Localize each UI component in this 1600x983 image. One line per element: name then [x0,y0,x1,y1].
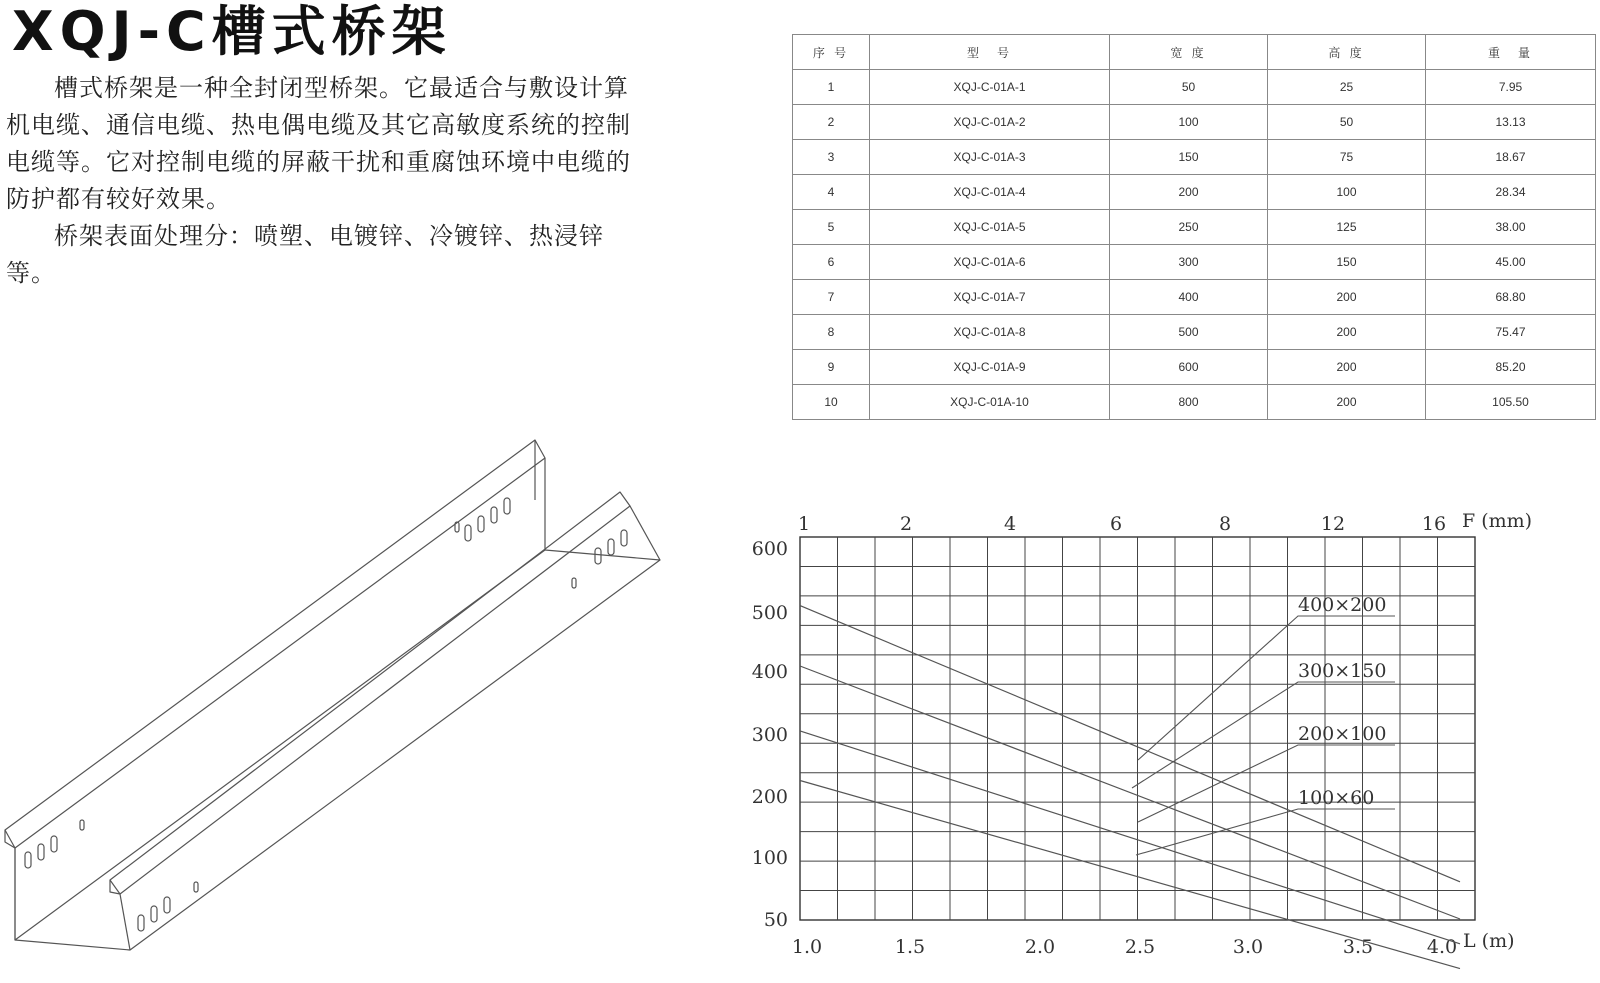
cell-index: 2 [793,105,870,140]
cell-model: XQJ-C-01A-6 [870,245,1110,280]
cell-width: 600 [1110,350,1268,385]
cell-model: XQJ-C-01A-7 [870,280,1110,315]
cell-width: 400 [1110,280,1268,315]
cell-model: XQJ-C-01A-2 [870,105,1110,140]
cell-weight: 18.67 [1426,140,1596,175]
cell-model: XQJ-C-01A-4 [870,175,1110,210]
cell-index: 10 [793,385,870,420]
cell-weight: 68.80 [1426,280,1596,315]
cell-width: 500 [1110,315,1268,350]
top-tick-label: 6 [1109,513,1123,535]
top-tick-label: 2 [899,513,913,535]
spec-table [792,34,1596,420]
cell-height: 200 [1268,385,1426,420]
cell-index: 9 [793,350,870,385]
cell-index: 3 [793,140,870,175]
x-tick-label: 3.0 [1232,936,1264,958]
cell-height: 125 [1268,210,1426,245]
table-row [793,385,1596,420]
table-row [793,280,1596,315]
header-width: 宽 度 [1110,35,1268,70]
x-tick-label: 2.0 [1024,936,1056,958]
table-row [793,245,1596,280]
table-row [793,140,1596,175]
top-tick-label: 4 [1003,513,1017,535]
cell-width: 250 [1110,210,1268,245]
cell-width: 800 [1110,385,1268,420]
table-row [793,105,1596,140]
x-tick-label: 4.0 [1426,936,1458,958]
cell-index: 8 [793,315,870,350]
cell-index: 5 [793,210,870,245]
top-tick-label: 1 [797,513,811,535]
cell-index: 7 [793,280,870,315]
cell-index: 4 [793,175,870,210]
table-row [793,70,1596,105]
cell-height: 200 [1268,280,1426,315]
description-paragraph-1 [6,70,634,218]
cell-height: 50 [1268,105,1426,140]
x-tick-label: 3.5 [1342,936,1374,958]
description-text-2: 桥架表面处理分：喷塑、电镀锌、冷镀锌、热浸锌等。 [6,222,604,287]
table-row [793,315,1596,350]
table-row [793,210,1596,245]
x-unit-label: L (m) [1463,930,1515,952]
description-text-1: 槽式桥架是一种全封闭型桥架。它最适合与敷设计算机电缆、通信电缆、热电偶电缆及其它高敏度系统的控制电缆等。它对控制电缆的屏蔽干扰和重腐蚀环境中电缆的防护都有较好效果。 [6,74,631,213]
series-label: 400×200 [1298,594,1387,616]
cell-weight: 7.95 [1426,70,1596,105]
x-tick-label: 2.5 [1124,936,1156,958]
cell-width: 100 [1110,105,1268,140]
x-tick-label: 1.0 [791,936,823,958]
cell-height: 100 [1268,175,1426,210]
spec-table-body [793,70,1596,420]
cell-model: XQJ-C-01A-3 [870,140,1110,175]
y-tick-label: 300 [751,724,788,746]
cell-weight: 38.00 [1426,210,1596,245]
cell-weight: 105.50 [1426,385,1596,420]
cell-model: XQJ-C-01A-10 [870,385,1110,420]
table-row [793,350,1596,385]
top-axis-ticks [798,513,1446,535]
series-label: 300×150 [1298,660,1387,682]
chart-series [800,594,1460,969]
cell-height: 150 [1268,245,1426,280]
description-paragraph-2 [6,218,634,292]
top-unit-label: F (mm) [1462,510,1533,532]
cell-width: 150 [1110,140,1268,175]
top-tick-label: 12 [1320,513,1346,535]
cell-height: 200 [1268,350,1426,385]
y-axis-ticks [752,538,788,931]
header-height: 高 度 [1268,35,1426,70]
cable-tray-drawing [0,440,700,980]
cell-weight: 13.13 [1426,105,1596,140]
cell-model: XQJ-C-01A-8 [870,315,1110,350]
top-tick-label: 16 [1421,513,1447,535]
cell-width: 50 [1110,70,1268,105]
header-model: 型 号 [870,35,1110,70]
cell-weight: 45.00 [1426,245,1596,280]
cell-model: XQJ-C-01A-1 [870,70,1110,105]
cell-index: 1 [793,70,870,105]
page-title: XQJ-C槽式桥架 [12,0,452,63]
table-row [793,175,1596,210]
cell-model: XQJ-C-01A-5 [870,210,1110,245]
cell-weight: 75.47 [1426,315,1596,350]
header-weight: 重 量 [1426,35,1596,70]
y-tick-label: 400 [751,661,788,683]
load-chart [751,510,1560,975]
cell-height: 75 [1268,140,1426,175]
spec-table-header-row [793,35,1596,70]
top-tick-label: 8 [1218,513,1232,535]
y-tick-label: 500 [751,602,788,624]
header-index: 序 号 [793,35,870,70]
cell-width: 300 [1110,245,1268,280]
y-tick-label: 50 [763,909,788,931]
y-tick-label: 100 [751,847,788,869]
series-label: 200×100 [1298,723,1387,745]
cell-model: XQJ-C-01A-9 [870,350,1110,385]
cell-weight: 28.34 [1426,175,1596,210]
cell-index: 6 [793,245,870,280]
y-tick-label: 200 [751,786,788,808]
x-tick-label: 1.5 [894,936,926,958]
y-tick-label: 600 [751,538,788,560]
cell-height: 200 [1268,315,1426,350]
series-label: 100×60 [1298,787,1375,809]
cell-width: 200 [1110,175,1268,210]
series-line [800,731,1460,944]
cell-weight: 85.20 [1426,350,1596,385]
cell-height: 25 [1268,70,1426,105]
